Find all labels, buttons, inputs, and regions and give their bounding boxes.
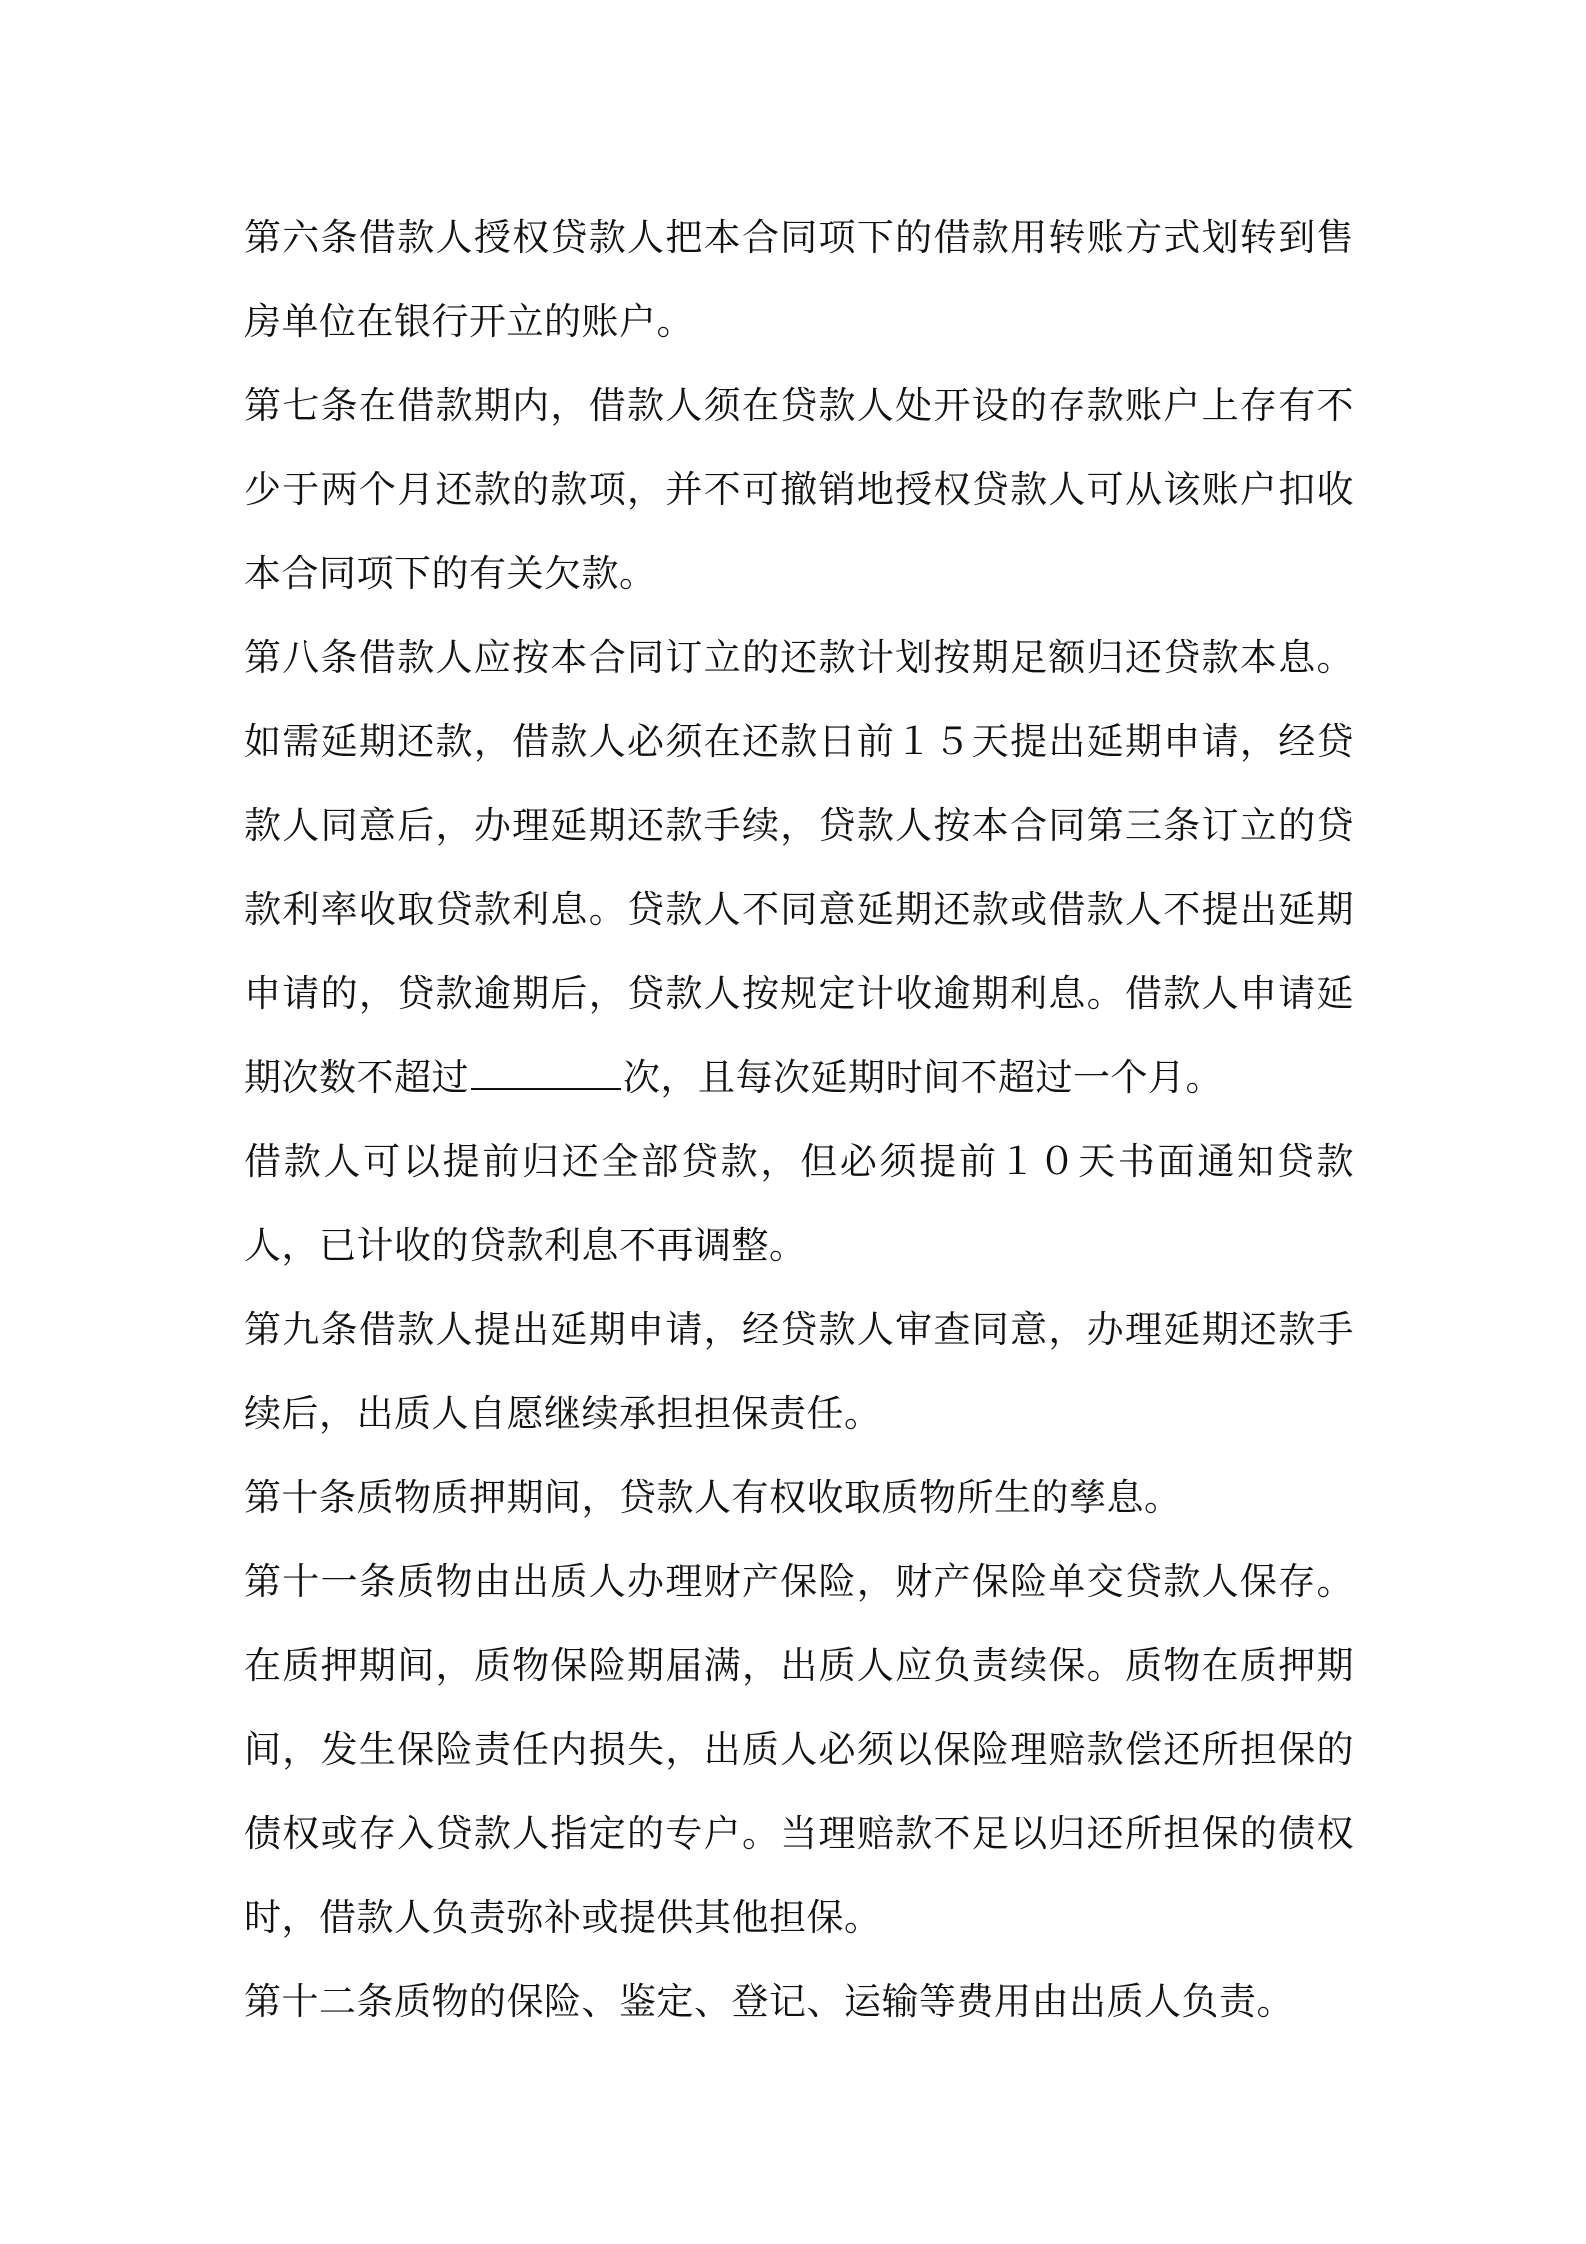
clause-6 — [244, 196, 1354, 364]
clause-6-text: 第六条借款人授权贷款人把本合同项下的借款用转账方式划转到售房单位在银行开立的账户。 — [244, 216, 1354, 343]
clause-12-text: 第十二条质物的保险、鉴定、登记、运输等费用由出质人负责。 — [244, 1980, 1294, 2023]
clause-9 — [244, 1288, 1354, 1456]
document-body — [244, 196, 1354, 2044]
clause-10-text: 第十条质物质押期间，贷款人有权收取质物所生的孳息。 — [244, 1476, 1182, 1519]
extension-count-blank — [471, 1058, 621, 1090]
clause-10 — [244, 1456, 1354, 1540]
clause-9-text: 第九条借款人提出延期申请，经贷款人审查同意，办理延期还款手续后，出质人自愿继续承担担保责任。 — [244, 1308, 1354, 1435]
clause-8 — [244, 616, 1354, 1120]
early-repayment-clause — [244, 1120, 1354, 1288]
clause-8-tail: 次，且每次延期时间不超过一个月。 — [623, 1056, 1223, 1099]
clause-8-text: 第八条借款人应按本合同订立的还款计划按期足额归还贷款本息。如需延期还款，借款人必须在还款日前１５天提出延期申请，经贷款人同意后，办理延期还款手续，贷款人按本合同第三条订立的贷款利率收取贷款利息。贷款人不同意延期还款或借款人不提出延期申请的，贷款逾期后，贷款人按规定计收逾期利息。借款人申请延期次数不超过 — [244, 636, 1354, 1099]
clause-11 — [244, 1540, 1354, 1960]
early-repayment-text: 借款人可以提前归还全部贷款，但必须提前１０天书面通知贷款人，已计收的贷款利息不再调整。 — [244, 1140, 1354, 1267]
clause-7-text: 第七条在借款期内，借款人须在贷款人处开设的存款账户上存有不少于两个月还款的款项，并不可撤销地授权贷款人可从该账户扣收本合同项下的有关欠款。 — [244, 384, 1354, 595]
clause-12 — [244, 1960, 1354, 2044]
clause-11-text: 第十一条质物由出质人办理财产保险，财产保险单交贷款人保存。在质押期间，质物保险期届满，出质人应负责续保。质物在质押期间，发生保险责任内损失，出质人必须以保险理赔款偿还所担保的债权或存入贷款人指定的专户。当理赔款不足以归还所担保的债权时，借款人负责弥补或提供其他担保。 — [244, 1560, 1354, 1939]
clause-7 — [244, 364, 1354, 616]
